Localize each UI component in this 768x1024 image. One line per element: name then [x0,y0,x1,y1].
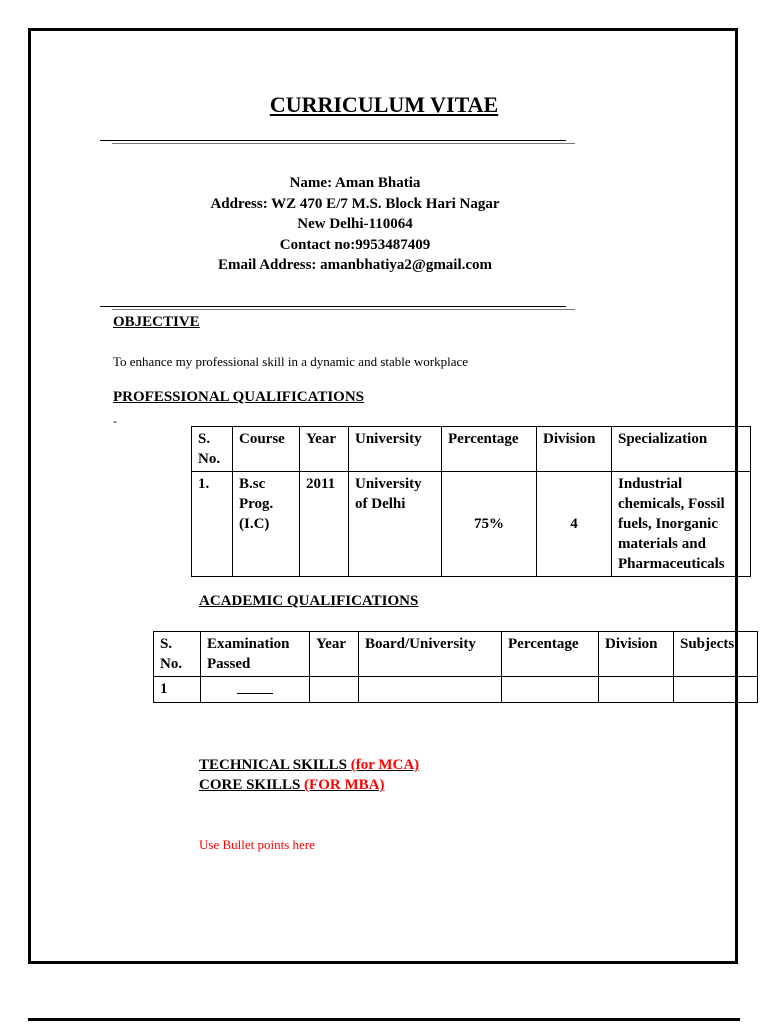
phone-line: Contact no:9953487409 [279,236,431,253]
header-course: Course [233,427,300,472]
professional-qualifications-table [191,426,751,577]
contact-rule [100,306,566,307]
header-subjects: Subjects [674,632,758,677]
cell-examination [201,677,310,703]
header-board: Board/University [359,632,502,677]
contact-rule-shadow [112,309,575,310]
blank-underline [237,679,273,694]
header-sno: S. No. [154,632,201,677]
table-row [154,677,758,703]
header-examination: Examination Passed [201,632,310,677]
title-rule [100,140,566,141]
table-row [192,472,751,577]
header-percentage: Percentage [502,632,599,677]
email-line: Email Address: amanbhatiya2@gmail.com [217,257,493,273]
table-header-row [192,427,751,472]
address-line-1: Address: WZ 470 E/7 M.S. Block Hari Nagar [210,195,500,212]
cell-percentage [502,677,599,703]
cell-division [599,677,674,703]
core-skills-heading [199,777,384,794]
cell-year: 2011 [300,472,349,577]
objective-text: To enhance my professional skill in a dynamic and stable workplace [113,354,469,369]
cell-percentage: 75% [442,472,537,577]
cell-subjects [674,677,758,703]
academic-qualifications-heading: ACADEMIC QUALIFICATIONS [199,593,419,609]
bullet-points-note: Use Bullet points here [199,837,315,852]
table-header-row [154,632,758,677]
cell-sno: 1. [192,472,233,577]
cell-year [310,677,359,703]
objective-heading: OBJECTIVE [113,314,200,330]
core-skills-note: (FOR MBA) [304,777,385,793]
stray-dash: - [113,414,117,428]
header-division: Division [599,632,674,677]
academic-qualifications-table [153,631,758,703]
contact-block [100,173,610,276]
header-percentage: Percentage [442,427,537,472]
title-rule-shadow [112,143,575,144]
next-page-border [28,1018,740,1021]
cell-university: University of Delhi [349,472,442,577]
document-title: CURRICULUM VITAE [269,92,499,117]
header-year: Year [310,632,359,677]
technical-skills-note: (for MCA) [350,757,420,773]
name-line: Name: Aman Bhatia [289,175,421,191]
cell-division: 4 [537,472,612,577]
header-division: Division [537,427,612,472]
cell-sno: 1 [154,677,201,703]
cell-course: B.sc Prog. (I.C) [233,472,300,577]
header-specialization: Specialization [612,427,751,472]
core-skills-label: CORE SKILLS [199,777,301,793]
cell-specialization: Industrial chemicals, Fossil fuels, Inorganic materials and Pharmaceuticals [612,472,751,577]
cell-board [359,677,502,703]
header-university: University [349,427,442,472]
address-line-2: New Delhi-110064 [297,216,413,232]
technical-skills-heading [199,757,419,774]
header-year: Year [300,427,349,472]
technical-skills-label: TECHNICAL SKILLS [199,757,347,773]
professional-qualifications-heading: PROFESSIONAL QUALIFICATIONS [113,389,365,405]
header-sno: S. No. [192,427,233,472]
